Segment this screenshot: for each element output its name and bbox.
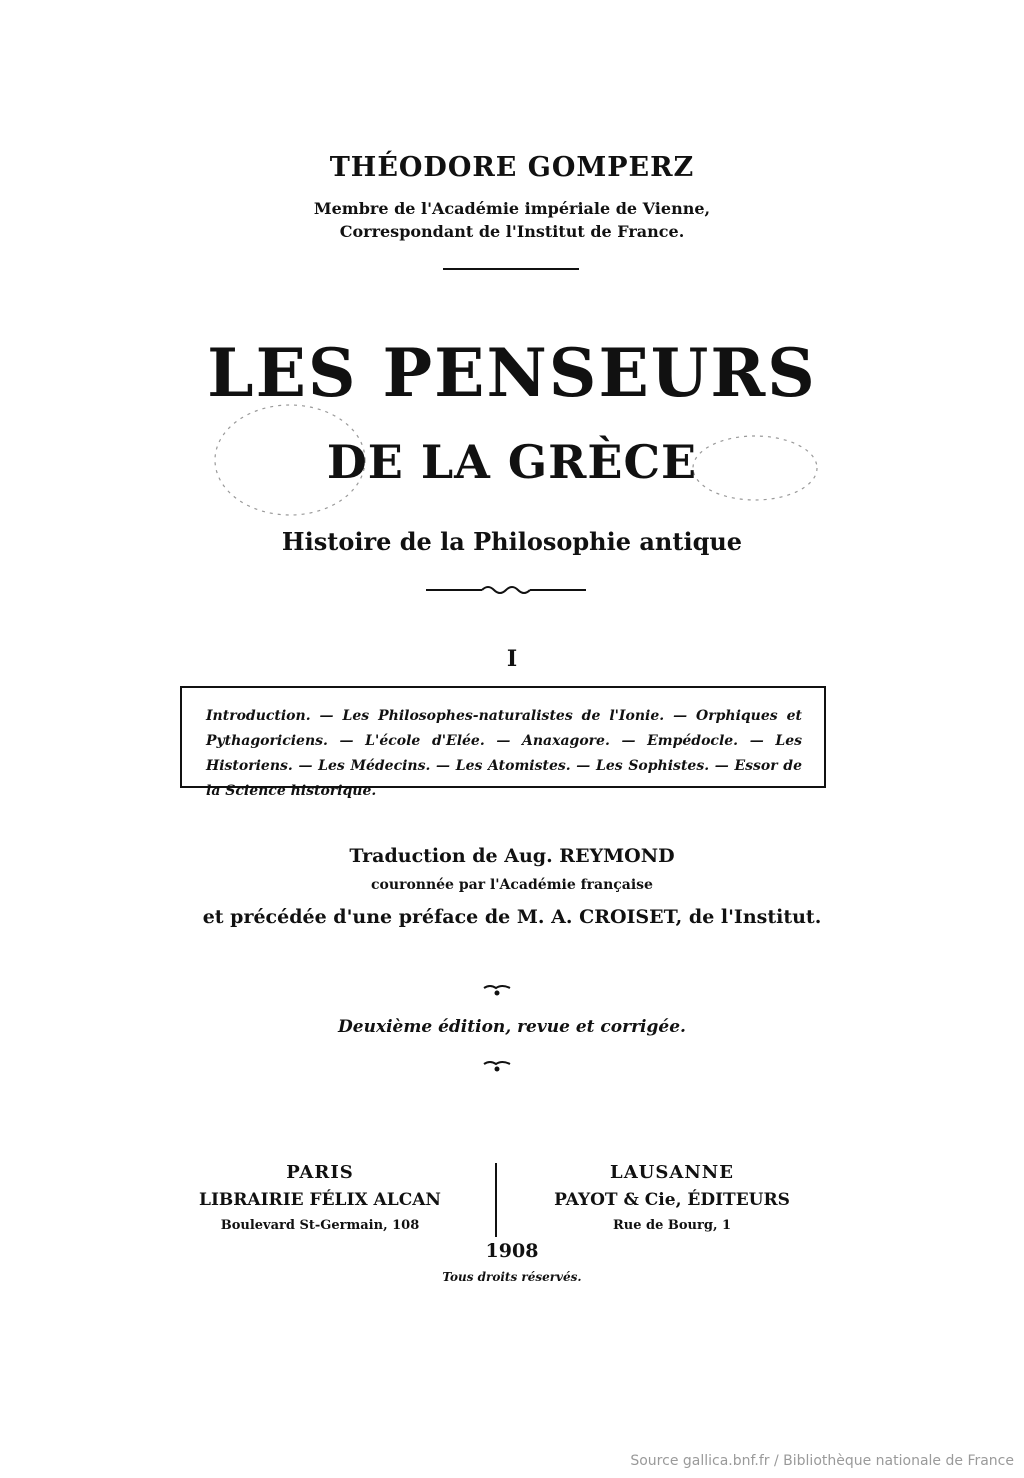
title-line-2: DE LA GRÈCE <box>326 435 698 489</box>
publication-year: 1908 <box>485 1240 539 1262</box>
edition-note: Deuxième édition, revue et corrigée. <box>338 1017 686 1037</box>
publisher-address: Rue de Bourg, 1 <box>612 1218 732 1233</box>
contents-box: Introduction. — Les Philosophes-naturalistes de l'Ionie. — Orphiques et Pythagoriciens. — L'école d'Elée. — Anaxagore. — Empédocle. — Les Historiens. — Les Médecins. — Les Atomistes. — Les Sophistes. — Essor de la Science historique. <box>180 686 826 788</box>
flourish-icon <box>482 982 512 998</box>
publisher-divider <box>495 1163 497 1237</box>
preface-line: et précédée d'une préface de M. A. CROISET, de l'Institut. <box>202 906 822 928</box>
award-line: couronnée par l'Académie française <box>371 877 653 893</box>
publisher-house: LIBRAIRIE FÉLIX ALCAN <box>199 1190 441 1210</box>
publisher-address: Boulevard St-Germain, 108 <box>220 1218 420 1233</box>
rights-notice: Tous droits réservés. <box>442 1270 582 1284</box>
publisher-city: PARIS <box>286 1162 354 1183</box>
source-footer: Source gallica.bnf.fr / Bibliothèque nationale de France <box>630 1453 1014 1469</box>
divider-rule <box>443 268 579 270</box>
author-affiliation-1: Membre de l'Académie impériale de Vienne, <box>313 199 711 218</box>
author-affiliation-2: Correspondant de l'Institut de France. <box>339 222 685 241</box>
ornamental-rule <box>424 578 588 602</box>
flourish-icon <box>482 1058 512 1074</box>
title-line-1: LES PENSEURS <box>207 334 817 412</box>
publisher-house: PAYOT & Cie, ÉDITEURS <box>554 1190 790 1210</box>
translator-line: Traduction de Aug. REYMOND <box>349 845 675 867</box>
volume-number: I <box>506 646 518 672</box>
publisher-city: LAUSANNE <box>610 1162 734 1183</box>
subtitle: Histoire de la Philosophie antique <box>281 527 743 556</box>
author-name: THÉODORE GOMPERZ <box>329 152 695 183</box>
